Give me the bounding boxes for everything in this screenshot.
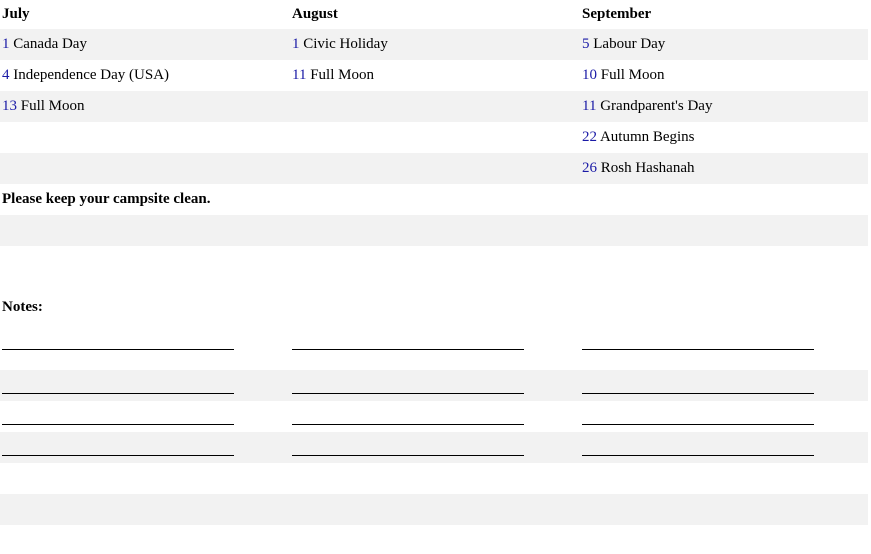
event-label: Autumn Begins (599, 129, 695, 145)
event-label: Civic Holiday (303, 36, 388, 52)
month-heading-august: August (292, 6, 338, 22)
event-label: Full Moon (20, 98, 85, 114)
row-band (0, 91, 868, 122)
note-line (582, 455, 814, 456)
note-line (2, 424, 234, 425)
event-label: Rosh Hashanah (600, 160, 695, 176)
event-day: 11 (582, 98, 597, 114)
row-band (0, 432, 868, 463)
event-item (292, 60, 374, 91)
event-item (2, 60, 169, 91)
event-item (582, 153, 695, 184)
event-day: 11 (292, 67, 307, 83)
row-band (0, 494, 868, 525)
note-line (582, 424, 814, 425)
event-item (2, 29, 87, 60)
note-line (2, 349, 234, 350)
campsite-notice: Please keep your campsite clean. (2, 191, 211, 207)
row-band (0, 29, 868, 60)
note-line (292, 393, 524, 394)
row-band (0, 153, 868, 184)
event-label: Independence Day (USA) (13, 67, 170, 83)
note-line (2, 393, 234, 394)
event-item (582, 91, 712, 122)
note-line (582, 349, 814, 350)
row-band (0, 370, 868, 401)
event-item (292, 29, 388, 60)
notes-label: Notes: (2, 299, 43, 315)
note-line (292, 349, 524, 350)
event-item (2, 91, 85, 122)
event-label: Grandparent's Day (600, 98, 713, 114)
event-day: 10 (582, 67, 597, 83)
event-day: 22 (582, 129, 597, 145)
event-day: 4 (2, 67, 10, 83)
row-band (0, 215, 868, 246)
event-label: Full Moon (600, 67, 665, 83)
event-day: 5 (582, 36, 590, 52)
note-line (582, 393, 814, 394)
event-label: Canada Day (13, 36, 87, 52)
event-item (582, 60, 665, 91)
note-line (292, 455, 524, 456)
month-heading-july: July (2, 6, 30, 22)
event-label: Labour Day (593, 36, 666, 52)
event-day: 1 (2, 36, 10, 52)
month-heading-september: September (582, 6, 652, 22)
event-day: 1 (292, 36, 300, 52)
event-label: Full Moon (310, 67, 374, 83)
event-day: 13 (2, 98, 17, 114)
event-item (582, 29, 665, 60)
note-line (292, 424, 524, 425)
event-day: 26 (582, 160, 597, 176)
event-item (582, 122, 695, 153)
note-line (2, 455, 234, 456)
